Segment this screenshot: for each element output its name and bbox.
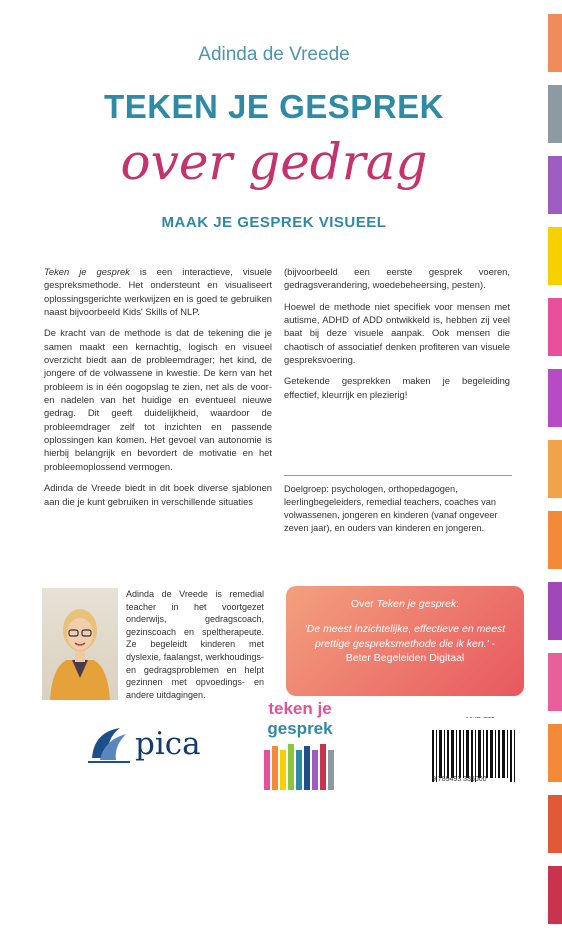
color-tab	[548, 156, 562, 214]
series-logo-line1: teken je	[268, 699, 332, 718]
isbn-digits: 9 789493 336000	[432, 776, 487, 783]
color-tab	[548, 582, 562, 640]
quote-heading	[286, 598, 524, 610]
publisher-logo-text: pica	[135, 726, 201, 762]
quote-head-prefix: Over	[350, 598, 377, 610]
series-logo-line2: gesprek	[267, 719, 333, 738]
color-tab	[548, 866, 562, 924]
blurb-paragraph-1-text: is een interactieve, visuele gespreksmethode. Het ondersteunt en visualiseert oplossingsgerichte werkwijzen en is goed te gebruiken naast bijvoorbeeld Kids' Skills of NLP.	[44, 266, 273, 318]
book-title-line1: TEKEN JE GESPREK	[104, 88, 444, 125]
target-audience: Doelgroep: psychologen, orthopedagogen, leerlingbegeleiders, remedial teachers, coaches van volwassenen, jongeren en kinderen (vanaf ongeveer zeven jaar), en ouders van kinderen en jongeren.	[284, 484, 498, 534]
blurb-left-column	[44, 265, 272, 516]
blurb-paragraph-5: Hoewel de methode niet specifiek voor mensen met autisme, ADHD of ADD ontwikkeld is, hebben zij veel baat bij deze visuele aanpak. Ook mensen die chaotisch of associatief denken profiteren van visuele gespreksvoering.	[284, 300, 510, 366]
blurb-right-column	[284, 265, 510, 409]
author-bio: Adinda de Vreede is remedial teacher in het voortgezet onderwijs, gedragscoach, gezinscoach en speltherapeute. Ze begeleidt kinderen met dyslexie, faalangst, werkhoudings- en gedragsproblemen en helpt gezinnen met opvoedings- en andere uitdagingen.	[126, 589, 264, 700]
author-photo	[42, 588, 118, 700]
blurb-paragraph-2: De kracht van de methode is dat de tekening die je samen maakt een kernachtig, logisch en visueel overzicht biedt aan de probleemdrager; het kind, de jongere of de volwassene in kwestie. De kern van het probleem is in één oogopslag te zien, net als de voor- en nadelen van het huidige en eventueel nieuwe gedrag. Dit geeft duidelijkheid, waardoor de probleemdrager zelf tot inzichten en passende oplossingen kan komen. Het gevoel van autonomie is hierbij belangrijk en bevordert de motivatie en het probleemoplossend vermogen.	[44, 327, 272, 472]
color-tab	[548, 85, 562, 143]
color-tab	[548, 440, 562, 498]
quote-em: 'De meest inzichtelijke, effectieve en meest prettige gespreksmethode die ik ken.'	[304, 623, 506, 650]
book-subtitle: MAAK JE GESPREK VISUEEL	[161, 214, 387, 231]
color-tab	[548, 298, 562, 356]
author-name: Adinda de Vreede	[198, 44, 350, 65]
quote-source: - Beter Begeleiden Digitaal	[345, 637, 496, 665]
color-tab	[548, 511, 562, 569]
color-tab	[548, 227, 562, 285]
blurb-paragraph-3: Adinda de Vreede biedt in dit boek diverse sjablonen aan die je kunt gebruiken in verschillende situaties	[44, 482, 272, 507]
blurb-paragraph-1	[44, 265, 272, 318]
section-divider	[284, 475, 512, 476]
color-tab	[548, 14, 562, 72]
color-tab	[548, 724, 562, 782]
blurb-paragraph-6: Getekende gesprekken maken je begeleiding effectief, kleurrijk en plezierig!	[284, 375, 510, 400]
blurb-title-em: Teken je gesprek	[44, 266, 130, 277]
color-tab	[548, 653, 562, 711]
color-tabs	[548, 14, 562, 937]
color-tab	[548, 369, 562, 427]
blurb-paragraph-4: (bijvoorbeeld een eerste gesprek voeren, gedragsverandering, woedebeheersing, pesten).	[284, 266, 510, 291]
book-title-line2: over gedrag	[120, 133, 428, 191]
quote-head-suffix: :	[456, 598, 460, 610]
quote-head-title: Teken je gesprek	[376, 598, 457, 610]
series-logo	[258, 692, 342, 796]
quote-text	[304, 622, 506, 666]
review-quote-box	[286, 586, 524, 696]
color-tab	[548, 795, 562, 853]
